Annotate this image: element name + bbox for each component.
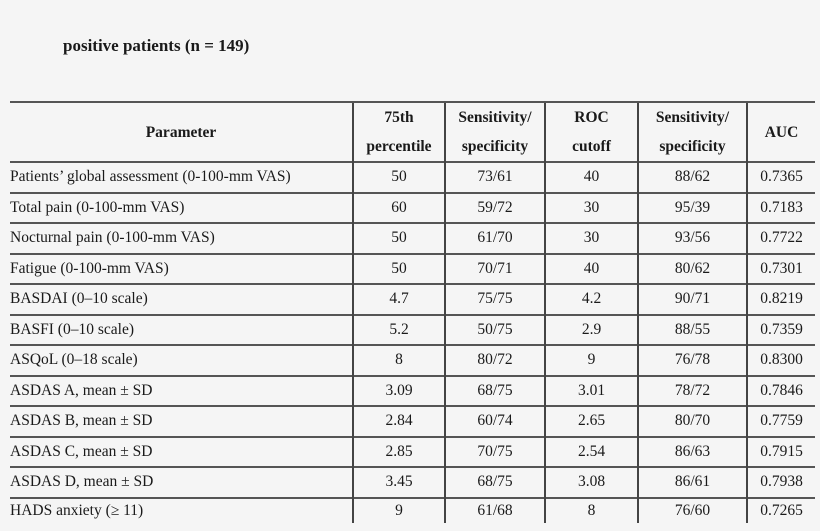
cell-75th-percentile: 5.2 (353, 315, 445, 346)
cell-parameter: ASDAS A, mean ± SD (10, 376, 353, 407)
cell-roc-cutoff: 3.08 (545, 467, 638, 498)
cell-auc: 0.7301 (747, 254, 815, 285)
cell-sens-spec-1: 61/68 (445, 498, 545, 523)
cell-sens-spec-2: 93/56 (638, 223, 747, 254)
table-row (10, 345, 815, 376)
table-row (10, 498, 815, 523)
cell-roc-cutoff: 3.01 (545, 376, 638, 407)
cell-auc: 0.7938 (747, 467, 815, 498)
cell-parameter: Total pain (0-100-mm VAS) (10, 193, 353, 224)
cell-sens-spec-2: 86/61 (638, 467, 747, 498)
header-parameter: Parameter (10, 102, 353, 162)
cell-sens-spec-1: 80/72 (445, 345, 545, 376)
results-table (10, 101, 815, 523)
cell-auc: 0.7359 (747, 315, 815, 346)
cell-sens-spec-2: 78/72 (638, 376, 747, 407)
cell-auc: 0.7365 (747, 162, 815, 193)
cell-roc-cutoff: 2.54 (545, 437, 638, 468)
cell-parameter: ASDAS B, mean ± SD (10, 406, 353, 437)
table-row (10, 162, 815, 193)
cell-auc: 0.7722 (747, 223, 815, 254)
cell-parameter: ASQoL (0–18 scale) (10, 345, 353, 376)
cell-roc-cutoff: 9 (545, 345, 638, 376)
cell-parameter: BASDAI (0–10 scale) (10, 284, 353, 315)
cell-roc-cutoff: 30 (545, 223, 638, 254)
cell-parameter: Patients’ global assessment (0-100-mm VAS) (10, 162, 353, 193)
cell-75th-percentile: 50 (353, 162, 445, 193)
header-roc-cutoff: ROC cutoff (545, 102, 638, 162)
table-row (10, 467, 815, 498)
cell-75th-percentile: 60 (353, 193, 445, 224)
header-75th-percentile: 75th percentile (353, 102, 445, 162)
table-row (10, 254, 815, 285)
cell-sens-spec-1: 68/75 (445, 376, 545, 407)
cell-sens-spec-2: 88/62 (638, 162, 747, 193)
cell-sens-spec-1: 60/74 (445, 406, 545, 437)
cell-roc-cutoff: 8 (545, 498, 638, 523)
header-sensitivity-specificity-2: Sensitivity/ specificity (638, 102, 747, 162)
cell-parameter: BASFI (0–10 scale) (10, 315, 353, 346)
cell-75th-percentile: 2.84 (353, 406, 445, 437)
table-row (10, 193, 815, 224)
header-sensitivity-specificity-1: Sensitivity/ specificity (445, 102, 545, 162)
cell-sens-spec-1: 70/71 (445, 254, 545, 285)
cell-auc: 0.8300 (747, 345, 815, 376)
cell-roc-cutoff: 30 (545, 193, 638, 224)
cell-sens-spec-2: 76/78 (638, 345, 747, 376)
cell-sens-spec-1: 73/61 (445, 162, 545, 193)
table-row (10, 376, 815, 407)
table-row (10, 406, 815, 437)
header-auc: AUC (747, 102, 815, 162)
cell-sens-spec-2: 90/71 (638, 284, 747, 315)
table-row (10, 284, 815, 315)
cell-roc-cutoff: 2.65 (545, 406, 638, 437)
cell-roc-cutoff: 40 (545, 162, 638, 193)
cell-75th-percentile: 3.09 (353, 376, 445, 407)
table-row (10, 315, 815, 346)
cell-auc: 0.7846 (747, 376, 815, 407)
cell-75th-percentile: 50 (353, 254, 445, 285)
cell-75th-percentile: 8 (353, 345, 445, 376)
table-caption: positive patients (n = 149) (63, 36, 250, 55)
cell-parameter: Fatigue (0-100-mm VAS) (10, 254, 353, 285)
cell-sens-spec-2: 80/70 (638, 406, 747, 437)
cell-auc: 0.7265 (747, 498, 815, 523)
cell-sens-spec-2: 86/63 (638, 437, 747, 468)
cell-75th-percentile: 3.45 (353, 467, 445, 498)
cell-75th-percentile: 2.85 (353, 437, 445, 468)
cell-sens-spec-1: 50/75 (445, 315, 545, 346)
cell-roc-cutoff: 4.2 (545, 284, 638, 315)
cell-sens-spec-2: 76/60 (638, 498, 747, 523)
cell-parameter: HADS anxiety (≥ 11) (10, 498, 353, 523)
cell-sens-spec-1: 70/75 (445, 437, 545, 468)
cell-auc: 0.8219 (747, 284, 815, 315)
cell-auc: 0.7759 (747, 406, 815, 437)
cell-sens-spec-1: 75/75 (445, 284, 545, 315)
cell-sens-spec-2: 88/55 (638, 315, 747, 346)
cell-parameter: ASDAS C, mean ± SD (10, 437, 353, 468)
cell-roc-cutoff: 40 (545, 254, 638, 285)
cell-auc: 0.7915 (747, 437, 815, 468)
cell-75th-percentile: 9 (353, 498, 445, 523)
table-row (10, 223, 815, 254)
header-row (10, 102, 815, 162)
cell-parameter: Nocturnal pain (0-100-mm VAS) (10, 223, 353, 254)
cell-sens-spec-1: 61/70 (445, 223, 545, 254)
table-row (10, 437, 815, 468)
cell-sens-spec-2: 95/39 (638, 193, 747, 224)
cell-sens-spec-2: 80/62 (638, 254, 747, 285)
cell-sens-spec-1: 59/72 (445, 193, 545, 224)
cell-roc-cutoff: 2.9 (545, 315, 638, 346)
cell-parameter: ASDAS D, mean ± SD (10, 467, 353, 498)
cell-75th-percentile: 4.7 (353, 284, 445, 315)
cell-auc: 0.7183 (747, 193, 815, 224)
cell-sens-spec-1: 68/75 (445, 467, 545, 498)
cell-75th-percentile: 50 (353, 223, 445, 254)
